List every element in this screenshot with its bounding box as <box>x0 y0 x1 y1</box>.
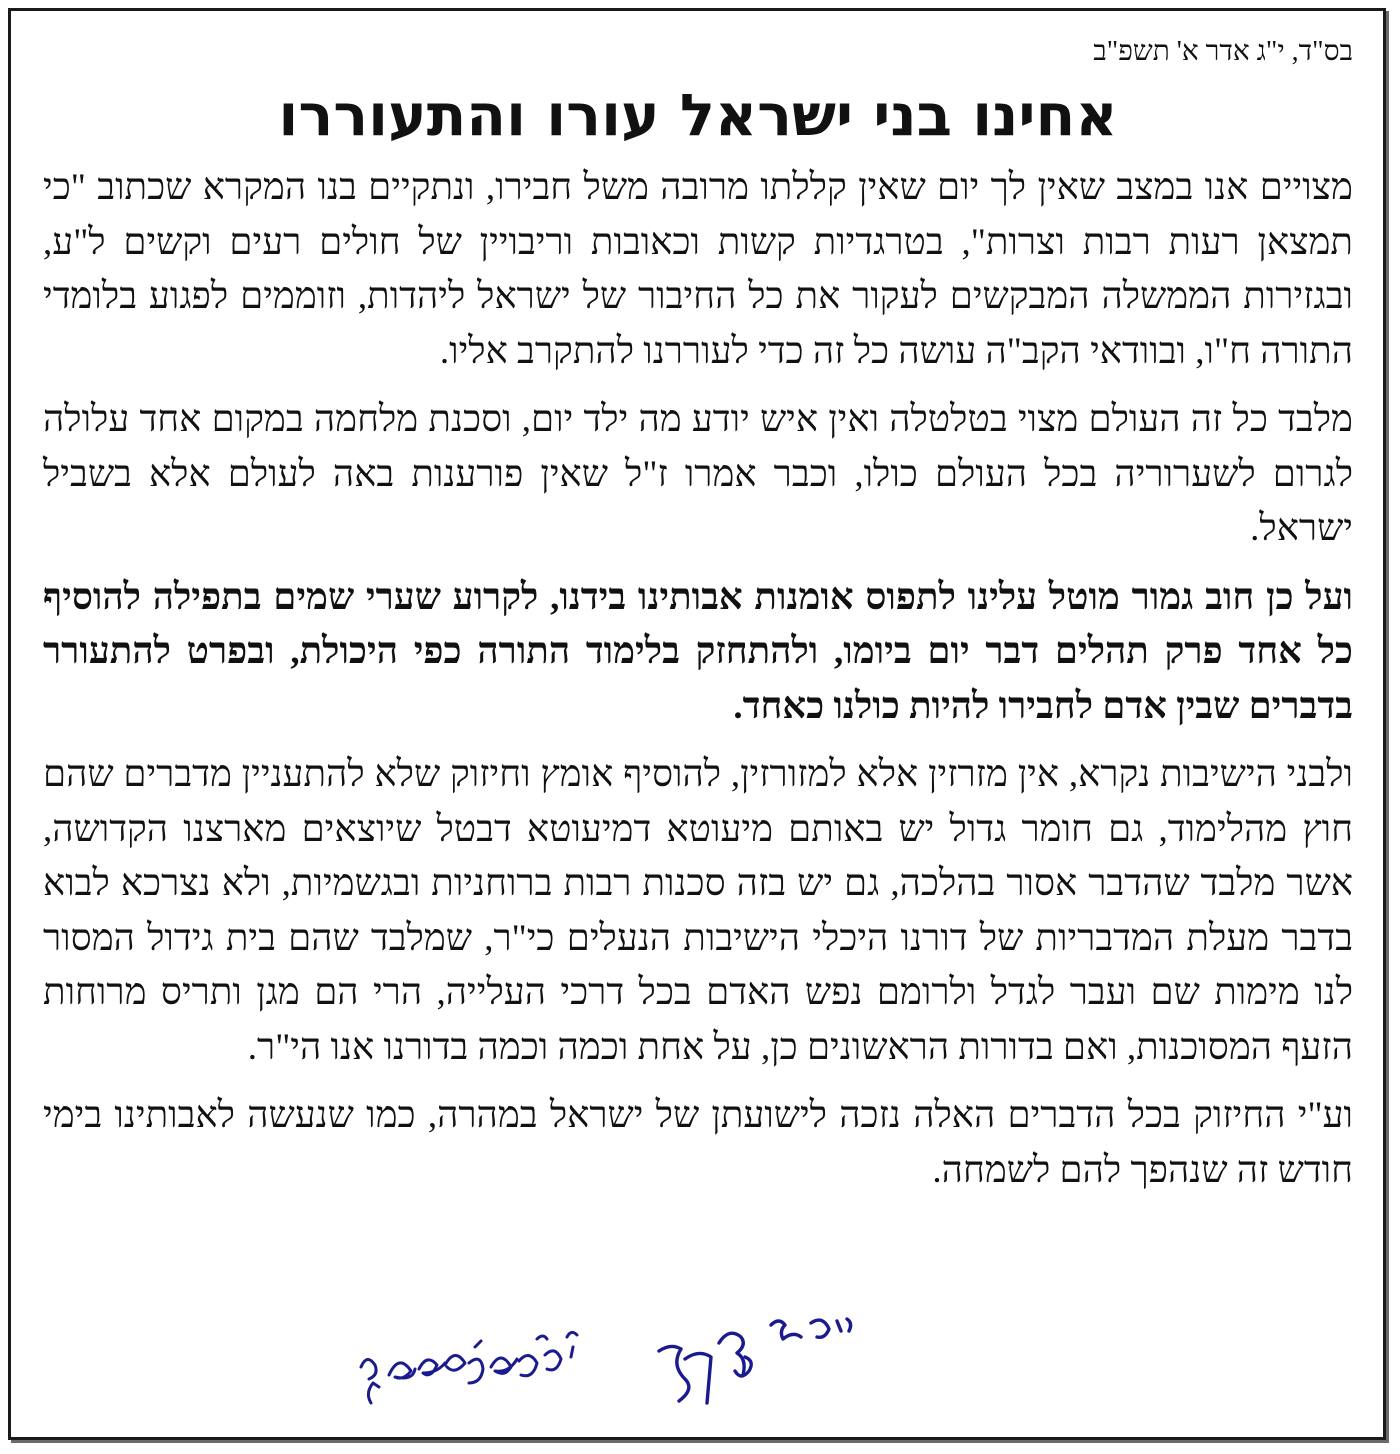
page-frame <box>8 8 1386 1440</box>
paragraph-3: ועל כן חוב גמור מוטל עלינו לתפוס אומנות אבותינו בידנו, לקרוע שערי שמים בתפילה להוסיף כל אחד פרק תהלים דבר יום ביומו, ולהתחזק בלימוד התורה כפי היכולת, ובפרט להתעורר בדברים שבין אדם לחבירו להיות כולנו כאחד. <box>43 576 1353 727</box>
right-signature <box>659 1319 851 1403</box>
left-signature <box>361 1332 577 1403</box>
signatures <box>341 1307 881 1437</box>
dateline: בס"ד, י"ג אדר א' תשפ"ב <box>1093 36 1353 67</box>
paragraph-4: ולבני הישיבות נקרא, אין מזרזין אלא למזורזין, להוסיף אומץ וחיזוק שלא להתעניין מדברים שהם חוץ מהלימוד, גם חומר גדול יש באותם מיעוטא דמיעוטא דבטל שיוצאים מארצנו הקדושה, אשר מלבד שהדבר אסור בהלכה, גם יש בזה סכנות רבות ברוחניות ובגשמיות, ולא נצרכא לבוא בדבר מעלת המדבריות של דורנו היכלי הישיבות הנעלים כי"ר, שמלבד שהם בית גידול המסור לנו מימות שם ועבר לגדל ולרומם נפש האדם בכל דרכי העלייה, הרי הם מגן ותריס מרוחות הזעף המסוכנות, ואם בדורות הראשונים כן, על אחת וכמה וכמה בדורנו אנו הי"ר. <box>43 754 1353 1068</box>
paragraph-5: וע"י החיזוק בכל הדברים האלה נזכה לישועתן של ישראל במהרה, כמו שנעשה לאבותינו בימי חודש זה שנהפך להם לשמחה. <box>43 1095 1353 1191</box>
signatures-drawing <box>341 1307 881 1437</box>
page-title: אחינו בני ישראל עורו והתעוררו <box>278 81 1118 149</box>
letter-content <box>43 35 1353 1212</box>
paragraph-2: מלבד כל זה העולם מצוי בטלטלה ואין איש יודע מה ילד יום, וסכנת מלחמה במקום אחד עלולה לגרום לשערוריה בכל העולם כולו, וכבר אמרו ז"ל שאין פורענות באה לעולם אלא בשביל ישראל. <box>43 399 1353 549</box>
paragraph-1: מצויים אנו במצב שאין לך יום שאין קללתו מרובה משל חבירו, ונתקיים בנו המקרא שכתוב "כי תמצאן רעות רבות וצרות", בטרגדיות קשות וכאובות וריבויין של חולים רעים וקשים ל"ע, ובגזירות הממשלה המבקשים לעקור את כל החיבור של ישראל ליהדות, וזוממים לפגוע בלומדי התורה ח"ו, ובוודאי הקב"ה עושה כל זה כדי לעוררנו להתקרב אליו. <box>43 167 1353 372</box>
